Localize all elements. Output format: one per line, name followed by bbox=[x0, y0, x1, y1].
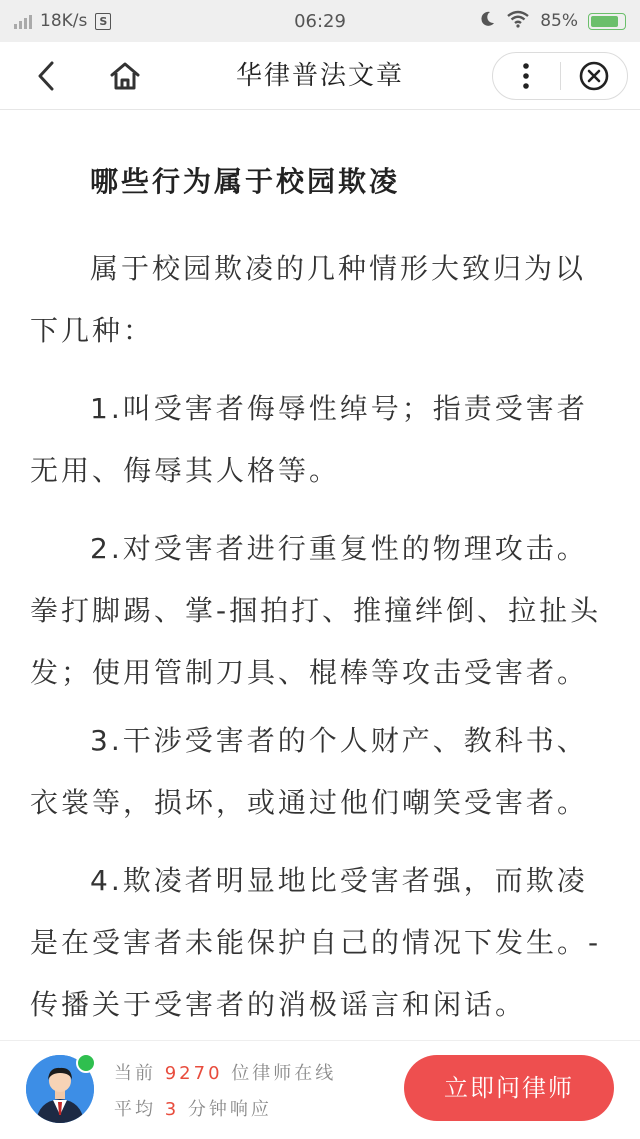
battery-fill bbox=[591, 16, 618, 27]
battery-icon bbox=[588, 13, 626, 30]
response-time-line bbox=[114, 1095, 272, 1121]
nav-bar bbox=[0, 42, 640, 110]
wifi-icon bbox=[506, 10, 530, 33]
paragraph-item-1: 1.叫受害者侮辱性绰号；指责受害者无用、侮辱其人格等。 bbox=[30, 392, 588, 487]
paragraph-item-2: 2.对受害者进行重复性的物理攻击。拳打脚踢、掌-掴拍打、推撞绊倒、拉扯头发；使用管制刀具、棍棒等攻击受害者。 bbox=[30, 532, 602, 689]
back-button[interactable] bbox=[28, 58, 64, 94]
paragraph-intro: 属于校园欺凌的几种情形大致归为以下几种： bbox=[30, 252, 587, 347]
page-title: 华律普法文章 bbox=[235, 61, 404, 91]
status-right bbox=[478, 10, 626, 33]
home-icon bbox=[109, 61, 141, 91]
close-button[interactable] bbox=[561, 53, 628, 99]
moon-icon bbox=[478, 10, 496, 33]
online-indicator bbox=[76, 1053, 96, 1073]
signal-icon bbox=[14, 13, 32, 29]
back-icon bbox=[36, 61, 56, 91]
online-suffix: 位律师在线 bbox=[231, 1063, 337, 1084]
paragraph-item-4: 4.欺凌者明显地比受害者强，而欺凌是在受害者未能保护自己的情况下发生。-传播关于受害者的消极谣言和闲话。 bbox=[30, 864, 602, 1021]
ask-lawyer-button[interactable]: 立即问律师 bbox=[404, 1055, 614, 1121]
online-lawyers-line bbox=[114, 1059, 336, 1085]
battery-percent: 85% bbox=[540, 11, 578, 31]
lawyer-count: 9270 bbox=[164, 1063, 223, 1084]
status-bar bbox=[0, 0, 640, 42]
s-badge-icon: S bbox=[95, 13, 111, 30]
home-button[interactable] bbox=[106, 58, 144, 94]
response-prefix: 平均 bbox=[114, 1099, 156, 1120]
status-left bbox=[14, 11, 478, 31]
consult-bar bbox=[0, 1040, 640, 1139]
more-button[interactable] bbox=[493, 53, 560, 99]
net-speed: 18K/s bbox=[40, 11, 88, 31]
response-minutes: 3 bbox=[164, 1099, 180, 1120]
mini-program-capsule bbox=[492, 52, 628, 100]
status-time: 06:29 bbox=[294, 10, 346, 32]
paragraph-item-3: 3.干涉受害者的个人财产、教科书、衣裳等，损坏，或通过他们嘲笑受害者。 bbox=[30, 724, 589, 819]
more-icon bbox=[522, 62, 530, 90]
article-title: 哪些行为属于校园欺凌 bbox=[90, 165, 401, 198]
online-prefix: 当前 bbox=[114, 1063, 156, 1084]
close-icon bbox=[578, 60, 610, 92]
response-suffix: 分钟响应 bbox=[187, 1099, 272, 1120]
